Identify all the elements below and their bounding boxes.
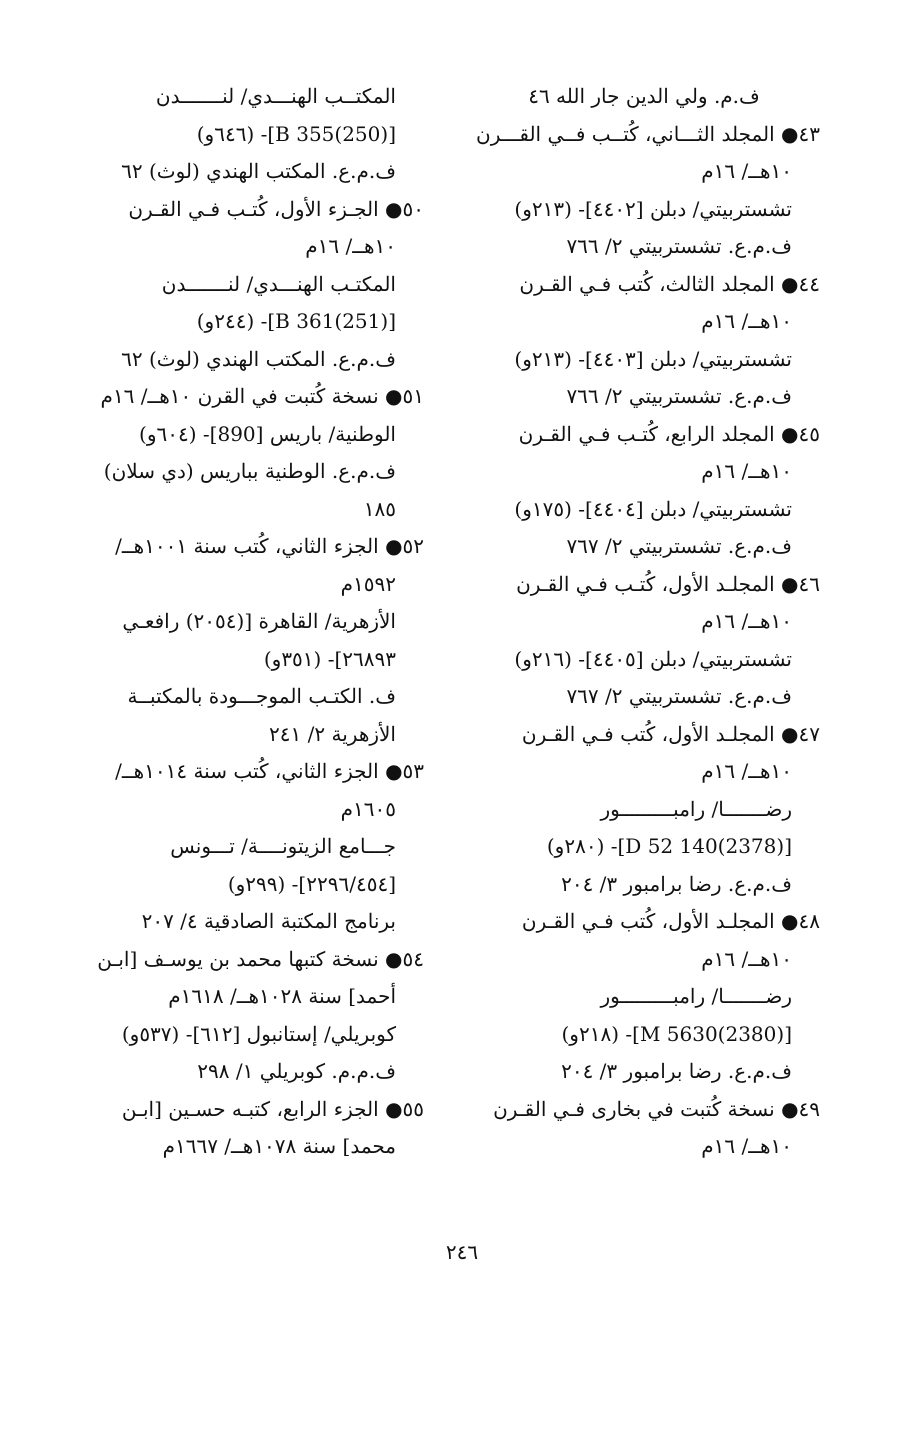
left-column-line: الأزهرية/ القاهرة [(٢٠٥٤) رافعـي <box>122 609 396 633</box>
right-column-line: ٤٦● المجلـد الأول، كُتـب فـي القـرن <box>516 571 820 596</box>
right-column-line: ٤٤● المجلد الثالث، كُتب فـي القـرن <box>519 271 820 296</box>
right-column-line: تشستربيتي/ دبلن [٤٤٠٣]- (٢١٣و) <box>514 346 792 371</box>
right-column-line: تشستربيتي/ دبلن [٤٤٠٤]- (١٧٥و) <box>514 496 792 521</box>
left-column-line: ف.م.ع. المكتب الهندي (لوث) ٦٢ <box>121 159 396 183</box>
left-column-line: ف.م.م. كوبريلي ١/ ٢٩٨ <box>197 1059 396 1083</box>
left-column-line: برنامج المكتبة الصادقية ٤/ ٢٠٧ <box>141 909 396 933</box>
left-column-line: الوطنية/ باريس [890]- (٦٠٤و) <box>139 421 396 446</box>
left-column-line: ١٦٠٥م <box>340 796 396 821</box>
left-column-line: [٢٢٩٦/٤٥٤]- (٢٩٩و) <box>227 871 396 896</box>
left-column-line: ٥١● نسخة كُتبت في القرن ١٠هــ/ ١٦م <box>100 384 424 408</box>
right-column-line: ٤٧● المجلـد الأول، كُتب فـي القـرن <box>521 721 820 746</box>
left-column-line: كوبريلي/ إستانبول [٦١٢]- (٥٣٧و) <box>121 1021 396 1046</box>
left-column-line: ١٠هــ/ ١٦م <box>305 234 396 258</box>
left-column-line: ٥٤● نسخة كتبها محمد بن يوسـف [ابـن <box>97 946 424 971</box>
left-column-line: محمد] سنة ١٠٧٨هــ/ ١٦٦٧م <box>162 1134 396 1158</box>
left-column-line: جـــامع الزيتونــــة/ تـــونس <box>170 834 396 858</box>
right-column-line: ١٠هــ/ ١٦م <box>701 1134 792 1158</box>
right-column-line: ١٠هــ/ ١٦م <box>701 759 792 783</box>
left-column-line: ف.م.ع. الوطنية بباريس (دي سلان) <box>103 459 396 483</box>
left-column-line: ١٨٥ <box>363 496 396 521</box>
left-column-line: ١٥٩٢م <box>340 571 396 596</box>
right-column-line: ١٠هــ/ ١٦م <box>701 459 792 483</box>
right-column-line: تشستربيتي/ دبلن [٤٤٠٢]- (٢١٣و) <box>514 196 792 221</box>
right-column-line: [D 52 140(2378)]- (٢٨٠و) <box>546 834 792 858</box>
left-column-line: ٢٦٨٩٣]- (٣٥١و) <box>263 646 396 671</box>
page-number: ٢٤٦ <box>445 1240 479 1264</box>
right-column-line: ٤٥● المجلد الرابع، كُتـب فـي القـرن <box>518 421 820 446</box>
right-column-line: ف.م.ع. تشستربيتي ٢/ ٧٦٧ <box>566 684 792 708</box>
left-column-line: ٥٥● الجزء الرابع، كتبـه حسـين [ابـن <box>121 1096 424 1121</box>
right-column-line: ف.م.ع. رضا برامبور ٣/ ٢٠٤ <box>561 871 792 896</box>
right-column-line: [M 5630(2380)]- (٢١٨و) <box>561 1021 792 1046</box>
right-column-line: ف.م.ع. رضا برامبور ٣/ ٢٠٤ <box>561 1059 792 1083</box>
left-column-line: ٥٠● الجـزء الأول، كُتـب فـي القـرن <box>128 196 424 221</box>
right-column-line: ف.م.ع. تشستربيتي ٢/ ٧٦٦ <box>566 234 792 258</box>
right-column-line: تشستربيتي/ دبلن [٤٤٠٥]- (٢١٦و) <box>514 646 792 671</box>
right-column-line: ١٠هــ/ ١٦م <box>701 159 792 183</box>
right-column-line: ف.م.ع. تشستربيتي ٢/ ٧٦٦ <box>566 384 792 408</box>
left-column <box>82 78 424 1166</box>
left-column-line: ف. الكتـب الموجـــودة بالمكتبــة <box>127 684 396 708</box>
left-column-line: [B 355(250)]- (٦٤٦و) <box>196 121 396 146</box>
left-column-line: المكتــب الهنـــدي/ لنـــــــدن <box>155 84 396 108</box>
right-column-line: ٤٣● المجلد الثـــاني، كُتــب فــي القـــرن <box>476 121 820 146</box>
left-column-line: ٥٢● الجزء الثاني، كُتب سنة ١٠٠١هــ/ <box>115 534 424 558</box>
left-column-line: [B 361(251)]- (٢٤٤و) <box>196 309 396 333</box>
left-column-line: ف.م.ع. المكتب الهندي (لوث) ٦٢ <box>121 346 396 371</box>
right-column-line: ١٠هــ/ ١٦م <box>701 609 792 633</box>
right-column-line: ٤٩● نسخة كُتبت في بخارى فـي القـرن <box>493 1096 820 1121</box>
right-column-line: ف.م. ولي الدين جار الله ٤٦ <box>528 84 760 108</box>
right-column-line: ١٠هــ/ ١٦م <box>701 309 792 333</box>
right-column <box>468 78 820 1166</box>
left-column-line: ٥٣● الجزء الثاني، كُتب سنة ١٠١٤هــ/ <box>115 759 424 783</box>
right-column-line: ف.م.ع. تشستربيتي ٢/ ٧٦٧ <box>566 534 792 558</box>
right-column-line: ٤٨● المجلـد الأول، كُتب فـي القـرن <box>521 909 820 933</box>
left-column-line: المكتـب الهنـــدي/ لنـــــــدن <box>161 271 396 296</box>
right-column-line: رضـــــــا/ رامبـــــــــور <box>600 796 792 821</box>
right-column-line: رضـــــــا/ رامبـــــــــور <box>600 984 792 1008</box>
left-column-line: الأزهرية ٢/ ٢٤١ <box>269 721 396 746</box>
left-column-line: أحمد] سنة ١٠٢٨هــ/ ١٦١٨م <box>168 984 396 1008</box>
right-column-line: ١٠هــ/ ١٦م <box>701 946 792 971</box>
